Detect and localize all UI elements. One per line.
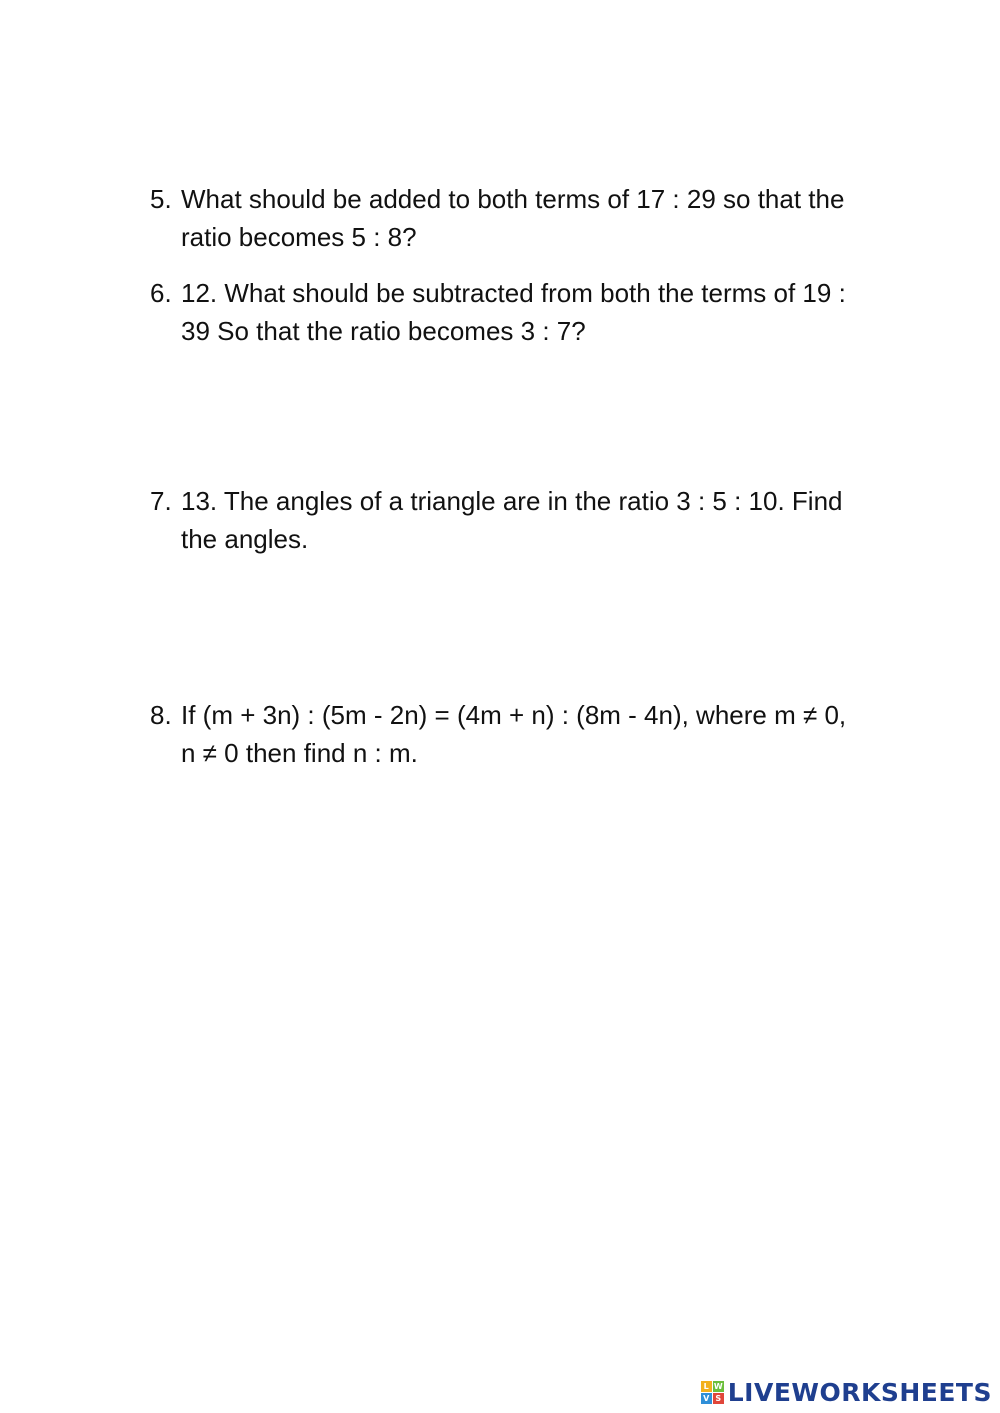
question-number: 8. [150,700,172,730]
question-number: 7. [150,486,172,516]
question-text: 12. What should be subtracted from both the terms of 19 : 39 So that the ratio becomes 3 : 7? [181,278,846,346]
logo-letter-l: L [701,1381,712,1392]
question-number: 6. [150,278,172,308]
logo-letter-s: S [713,1393,724,1404]
question-text: 13. The angles of a triangle are in the ratio 3 : 5 : 10. Find the angles. [181,486,843,554]
brand-name: LIVEWORKSHEETS [727,1378,992,1407]
question-text: What should be added to both terms of 17 : 29 so that the ratio becomes 5 : 8? [181,184,845,252]
logo-letter-w: W [713,1381,723,1391]
liveworksheets-logo [701,1378,992,1407]
question-text: If (m + 3n) : (5m - 2n) = (4m + n) : (8m - 4n), where m ≠ 0, n ≠ 0 then find n : m. [181,700,847,768]
question-5 [150,180,860,256]
question-number: 5. [150,184,172,214]
question-7 [150,482,860,558]
logo-letter-v: V [701,1393,712,1404]
logo-icon [701,1381,724,1404]
question-8 [150,696,860,772]
question-6 [150,274,860,350]
